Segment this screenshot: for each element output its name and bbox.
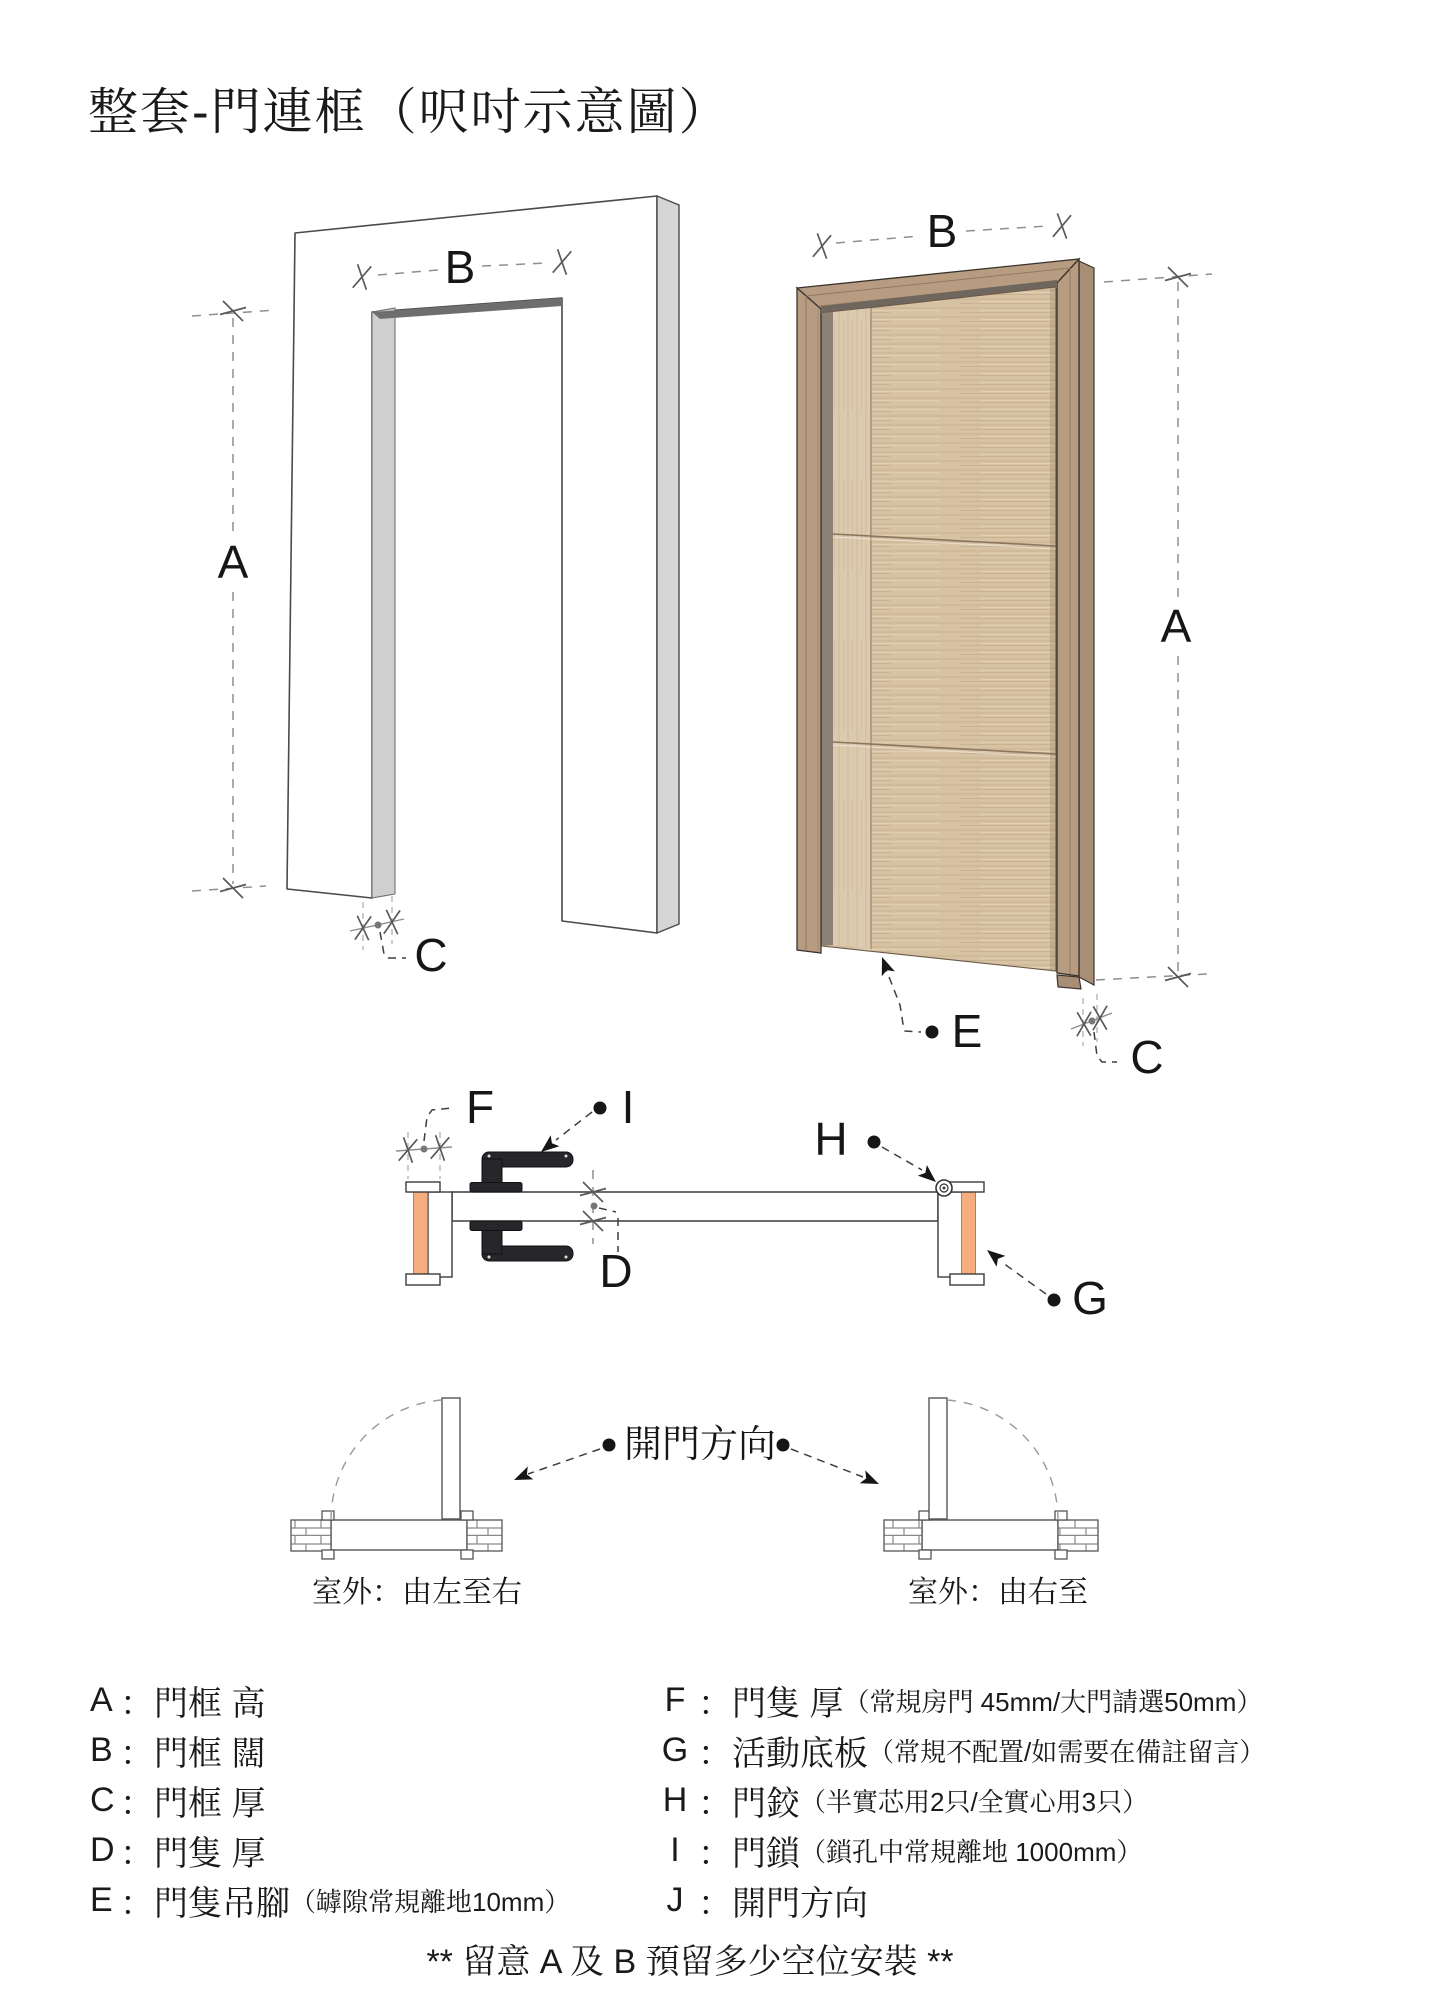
- legend-text: 門鉸: [732, 1784, 800, 1823]
- section-right-jamb: [938, 1182, 984, 1285]
- callout-lock: [537, 1081, 635, 1157]
- swing-right-arc: [947, 1400, 1058, 1520]
- door-leaf-rabbet: [822, 312, 833, 946]
- label-section-hinge: H: [814, 1113, 848, 1165]
- callout-hinge: [814, 1113, 940, 1187]
- legend-key: B: [90, 1730, 113, 1769]
- legend-item-f: F ： 門隻 厚 （常規房門 45mm/大門請選50mm）: [652, 1675, 1265, 1725]
- legend-note: （常規不配置/如需要在備註留言）: [868, 1736, 1266, 1767]
- door-leaf-stile: [833, 308, 871, 949]
- dim-door-width: [811, 205, 1073, 260]
- legend-key: G: [661, 1730, 689, 1769]
- legend-key: A: [90, 1680, 113, 1719]
- legend-text: 門隻吊腳: [154, 1884, 290, 1923]
- swing-right-caption: 室外：由右至: [908, 1576, 1088, 1609]
- swing-left-arc: [331, 1400, 442, 1520]
- legend-text: 開門方向: [732, 1884, 868, 1923]
- dim-wall-thickness: [350, 896, 448, 981]
- label-section-front-thickness: F: [465, 1081, 495, 1133]
- legend-item-a: A ： 門框 高: [90, 1675, 570, 1725]
- hinge-icon: [936, 1180, 952, 1196]
- legend-text: 門框 闊: [154, 1734, 266, 1773]
- legend-note: （半實芯用2只/全實心用3只）: [800, 1786, 1149, 1817]
- section-drawing: [396, 1081, 1108, 1324]
- label-door-height: A: [1160, 600, 1192, 652]
- label-section-lock: I: [621, 1081, 635, 1133]
- wall-frame-drawing: [192, 196, 679, 981]
- swing-direction-label: 開門方向: [623, 1424, 777, 1466]
- legend-note: （常規房門 45mm/大門請選50mm）: [843, 1686, 1263, 1717]
- label-door-width: B: [926, 205, 958, 257]
- swing-left-door-leaf: [442, 1398, 460, 1519]
- legend-item-g: G ： 活動底板 （常規不配置/如需要在備註留言）: [652, 1725, 1265, 1775]
- callout-bottom-board: [983, 1245, 1108, 1324]
- label-wall-height: A: [217, 536, 249, 588]
- swing-right-door-leaf: [929, 1398, 947, 1519]
- legend-text: 門框 高: [154, 1684, 266, 1723]
- door-drawing: [797, 205, 1212, 1083]
- legend-key: D: [90, 1830, 115, 1869]
- legend-key: H: [662, 1780, 688, 1819]
- legend-text: 門鎖: [732, 1834, 800, 1873]
- legend-note: （罅隙常規離地10mm）: [290, 1886, 571, 1917]
- callout-door-gap: [875, 955, 982, 1057]
- section-door-slab: [452, 1192, 938, 1221]
- dim-wall-height: [192, 301, 276, 898]
- label-wall-thickness: C: [414, 929, 448, 981]
- swing-direction-callout: [511, 1424, 882, 1490]
- label-section-leaf-thickness: D: [599, 1245, 633, 1297]
- legend-item-e: E ： 門隻吊腳 （罅隙常規離地10mm）: [90, 1875, 570, 1925]
- dim-door-frame-thickness: [1071, 994, 1164, 1083]
- label-door-frame-thickness: C: [1130, 1031, 1164, 1083]
- legend-text: 活動底板: [732, 1734, 868, 1773]
- legend-text: 門框 厚: [154, 1784, 266, 1823]
- legend-key: E: [90, 1880, 113, 1919]
- legend-key: I: [670, 1830, 680, 1869]
- page-title: 整套-門連框（呎吋示意圖）: [88, 84, 731, 140]
- dim-section-front-thickness: [396, 1081, 494, 1179]
- legend-note: （鎖孔中常規離地 1000mm）: [800, 1836, 1143, 1867]
- section-left-jamb: [406, 1182, 452, 1285]
- swing-left-diagram: [291, 1398, 502, 1559]
- door-frame-right-leg: [1057, 259, 1079, 976]
- door-frame-left-leg: [797, 288, 821, 953]
- legend-left-column: [90, 1675, 570, 1925]
- legend-text: 門隻 厚: [732, 1684, 844, 1723]
- legend-right-column: [652, 1675, 1265, 1925]
- legend-item-i: I ： 門鎖 （鎖孔中常規離地 1000mm）: [652, 1825, 1265, 1875]
- legend-item-j: J ： 開門方向: [652, 1875, 1265, 1925]
- wall-opening-reveal: [372, 308, 395, 898]
- footnote: ** 留意 A 及 B 預留多少空位安裝 **: [426, 1943, 954, 1981]
- legend-text: 門隻 厚: [154, 1834, 266, 1873]
- legend-key: C: [90, 1780, 115, 1819]
- legend-key: F: [664, 1680, 686, 1719]
- swing-right-diagram: [884, 1398, 1098, 1559]
- label-section-bottom-board: G: [1072, 1272, 1108, 1324]
- wall-side-face: [657, 196, 679, 933]
- door-frame-back: [1079, 261, 1094, 985]
- legend-key: J: [666, 1880, 684, 1919]
- dim-door-height: [1096, 267, 1212, 987]
- swing-left-caption: 室外：由左至右: [312, 1576, 522, 1609]
- label-wall-width: B: [444, 241, 476, 293]
- dim-section-leaf-thickness: [580, 1170, 633, 1297]
- label-door-gap: E: [951, 1005, 983, 1057]
- legend-item-d: D ： 門隻 厚: [90, 1825, 570, 1875]
- legend-item-b: B ： 門框 闊: [90, 1725, 570, 1775]
- door-frame-back-foot: [1057, 975, 1081, 989]
- legend-item-h: H ： 門鉸 （半實芯用2只/全實心用3只）: [652, 1775, 1265, 1825]
- legend-item-c: C ： 門框 厚: [90, 1775, 570, 1825]
